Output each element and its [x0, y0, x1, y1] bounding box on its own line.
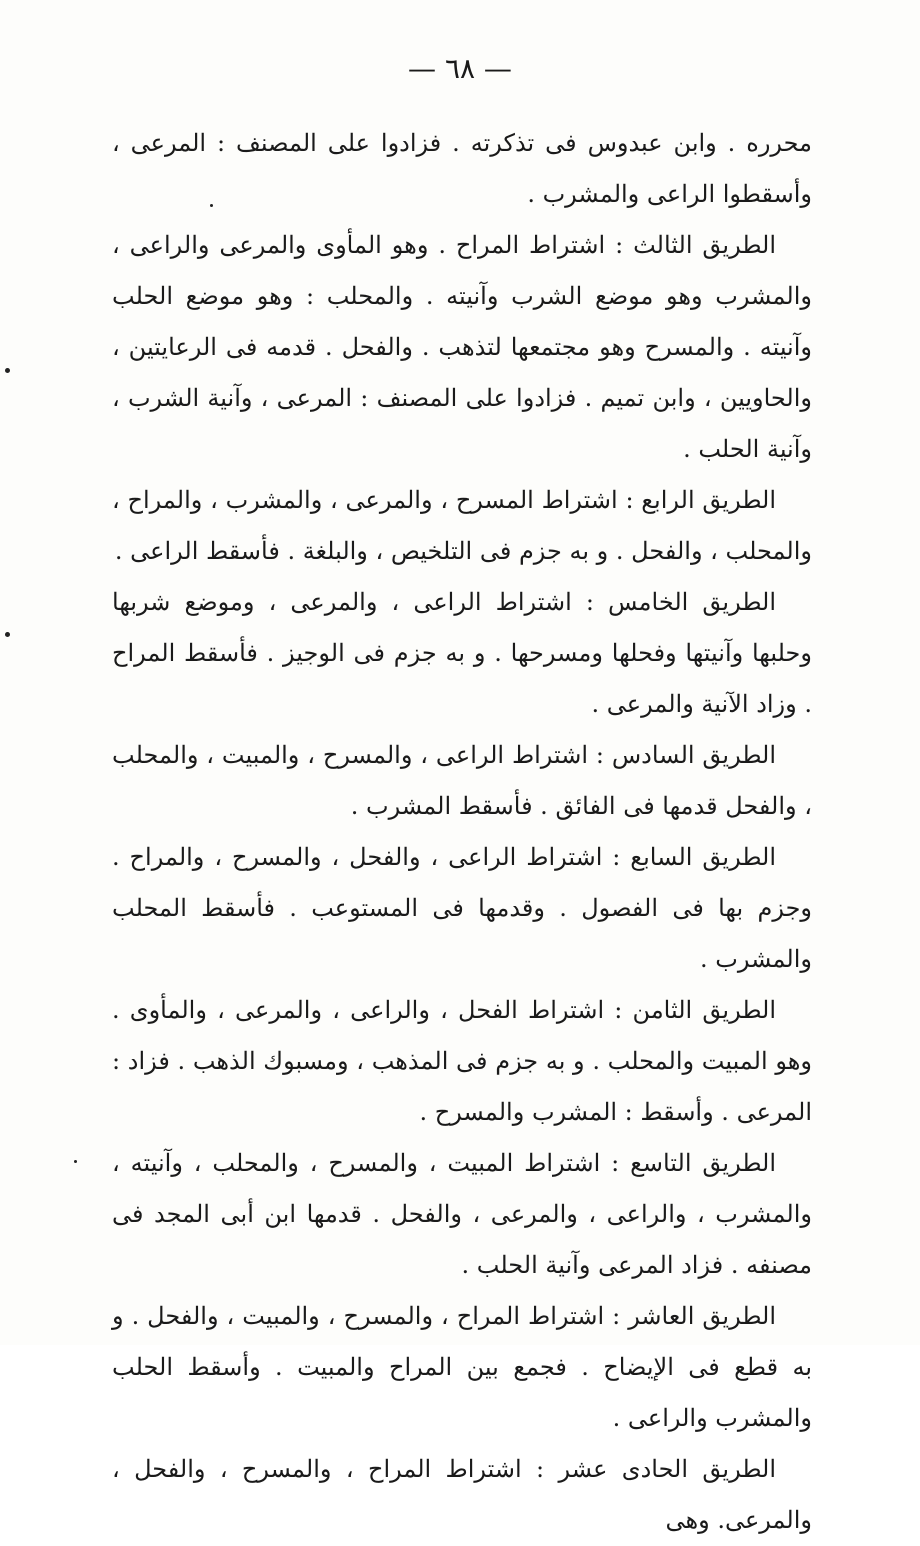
paragraph: الطريق الحادى عشر : اشتراط المراح ، والمسرح ، والفحل ، والمرعى. وهى [112, 1455, 812, 1534]
paragraph: محرره . وابن عبدوس فى تذكرته . فزادوا على المصنف : المرعى ، وأسقطوا الراعى والمشرب . [112, 129, 812, 208]
paragraph: الطريق العاشر : اشتراط المراح ، والمسرح ، والمبيت ، والفحل . و به قطع فى الإيضاح . فجمع بين المراح والمبيت . وأسقط الحلب والمشرب والراعى . [112, 1302, 812, 1432]
paragraph: الطريق التاسع : اشتراط المبيت ، والمسرح ، والمحلب ، وآنيته ، والمشرب ، والراعى ، والمرعى ، والفحل . قدمها ابن أبى المجد فى مصنفه . فزاد المرعى وآنية الحلب . [112, 1149, 812, 1279]
paragraph: الطريق السادس : اشتراط الراعى ، والمسرح ، والمبيت ، والمحلب ، والفحل قدمها فى الفائق . فأسقط المشرب . [112, 741, 812, 820]
scan-speck [74, 1160, 77, 1163]
scan-speck [5, 368, 10, 373]
paragraph: الطريق الرابع : اشتراط المسرح ، والمرعى ، والمشرب ، والمراح ، والمحلب ، والفحل . و به جزم فى التلخيص ، والبلغة . فأسقط الراعى . [112, 486, 812, 565]
scan-speck [5, 632, 10, 637]
paragraph: الطريق الثالث : اشتراط المراح . وهو المأوى والمرعى والراعى ، والمشرب وهو موضع الشرب وآنيته . والمحلب : وهو موضع الحلب وآنيته . والمسرح وهو مجتمعها لتذهب . والفحل . قدمه فى الرعايتين ، والحاويين ، وابن تميم . فزادوا على المصنف : المرعى ، وآنية الشرب ، وآنية الحلب . [112, 231, 812, 463]
paragraph: الطريق الثامن : اشتراط الفحل ، والراعى ، والمرعى ، والمأوى . وهو المبيت والمحلب . و به جزم فى المذهب ، ومسبوك الذهب . فزاد : المرعى . وأسقط : المشرب والمسرح . [112, 996, 812, 1126]
page-number: — ٦٨ — [408, 52, 512, 85]
paragraph: الطريق الخامس : اشتراط الراعى ، والمرعى ، وموضع شربها وحلبها وآنيتها وفحلها ومسرحها . و به جزم فى الوجيز . فأسقط المراح . وزاد الآنية والمرعى . [112, 588, 812, 718]
body-text [112, 118, 812, 1546]
paragraph: الطريق السابع : اشتراط الراعى ، والفحل ، والمسرح ، والمراح . وجزم بها فى الفصول . وقدمها فى المستوعب . فأسقط المحلب والمشرب . [112, 843, 812, 973]
scan-speck [210, 204, 213, 207]
